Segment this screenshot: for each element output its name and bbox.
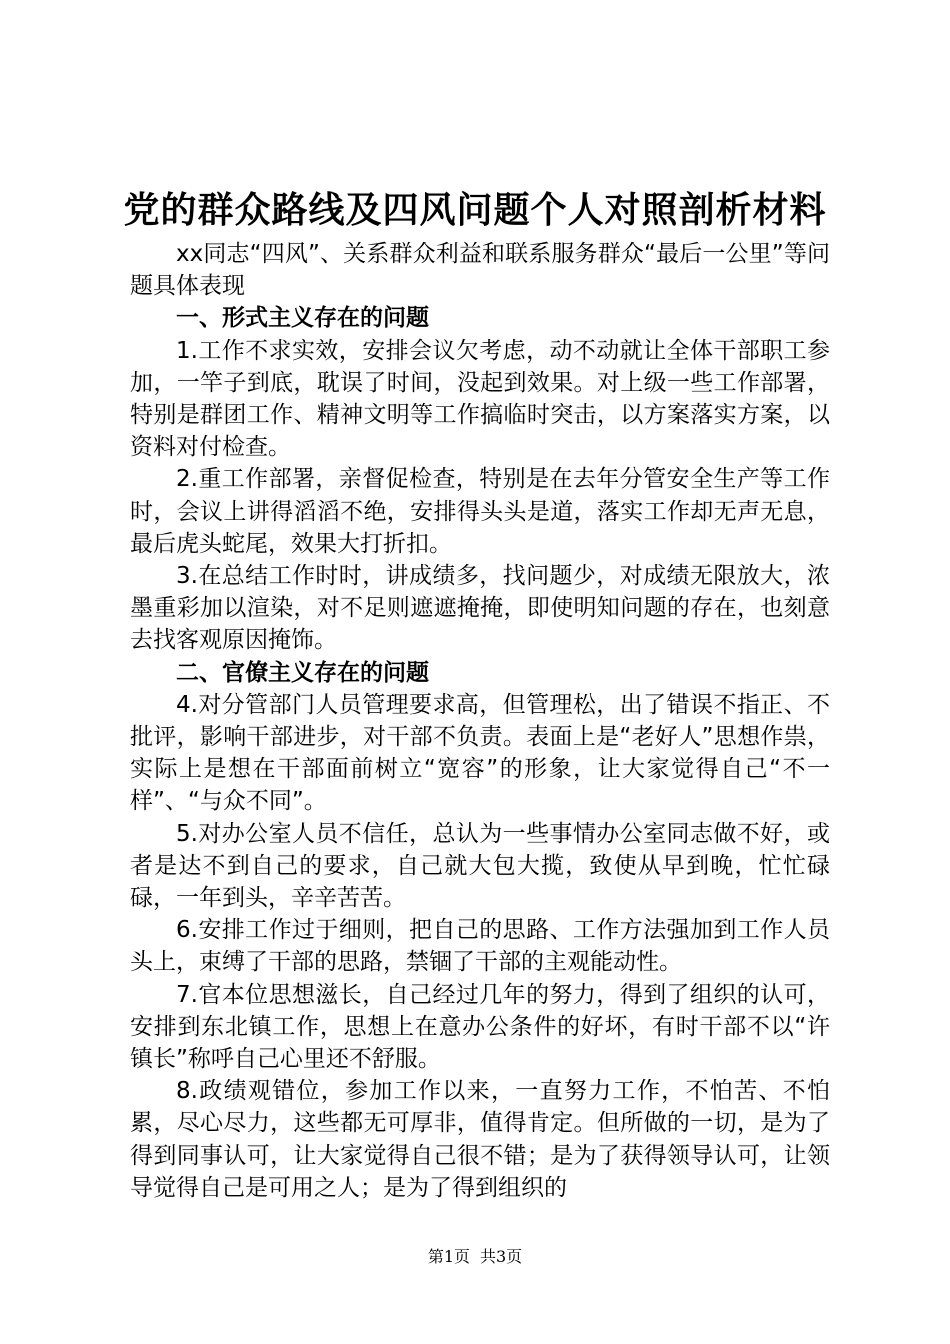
page-number: 第1页 <box>427 1247 470 1266</box>
intro-paragraph: xx同志“四风”、关系群众利益和联系服务群众“最后一公里”等问题具体表现 <box>130 241 830 300</box>
problem-item-1: 1.工作不求实效，安排会议欠考虑，动不动就让全体干部职工参加，一竿子到底，耽误了时间，没起到效果。对上级一些工作部署，特别是群团工作、精神文明等工作搞临时突击，以方案落实方案，以资料对付检查。 <box>130 337 830 461</box>
document-body <box>130 238 830 1204</box>
page-footer <box>0 1245 950 1269</box>
problem-item-2: 2.重工作部署，亲督促检查，特别是在去年分管安全生产等工作时，会议上讲得滔滔不绝，安排得头头是道，落实工作却无声无息，最后虎头蛇尾，效果大打折扣。 <box>130 466 830 557</box>
problem-item-8: 8.政绩观错位，参加工作以来，一直努力工作，不怕苦、不怕累，尽心尽力，这些都无可厚非，值得肯定。但所做的一切，是为了得到同事认可，让大家觉得自己很不错；是为了获得领导认可，让领导觉得自己是可用之人；是为了得到组织的 <box>130 1078 830 1201</box>
document-title: 党的群众路线及四风问题个人对照剖析材料 <box>123 189 827 231</box>
problem-item-4: 4.对分管部门人员管理要求高，但管理松，出了错误不指正、不批评，影响干部进步，对干部不负责。表面上是“老好人”思想作祟，实际上是想在干部面前树立“宽容”的形象，让大家觉得自己“不一样”、“与众不同”。 <box>130 691 830 815</box>
page-total: 共3页 <box>480 1247 523 1266</box>
problem-item-3: 3.在总结工作时时，讲成绩多，找问题少，对成绩无限放大，浓墨重彩加以渲染，对不足则遮遮掩掩，即使明知问题的存在，也刻意去找客观原因掩饰。 <box>130 563 830 654</box>
section-heading-bureaucratism: 二、官僚主义存在的问题 <box>176 659 429 686</box>
problem-item-7: 7.官本位思想滋长，自己经过几年的努力，得到了组织的认可，安排到东北镇工作，思想上在意办公条件的好坏，有时干部不以“许镇长”称呼自己心里还不舒服。 <box>130 981 830 1073</box>
problem-item-6: 6.安排工作过于细则，把自己的思路、工作方法强加到工作人员头上，束缚了干部的思路，禁锢了干部的主观能动性。 <box>130 917 830 976</box>
problem-item-5: 5.对办公室人员不信任，总认为一些事情办公室同志做不好，或者是达不到自己的要求，自己就大包大揽，致使从早到晚，忙忙碌碌，一年到头，辛辛苦苦。 <box>130 820 830 912</box>
section-heading-formalism: 一、形式主义存在的问题 <box>176 305 429 332</box>
